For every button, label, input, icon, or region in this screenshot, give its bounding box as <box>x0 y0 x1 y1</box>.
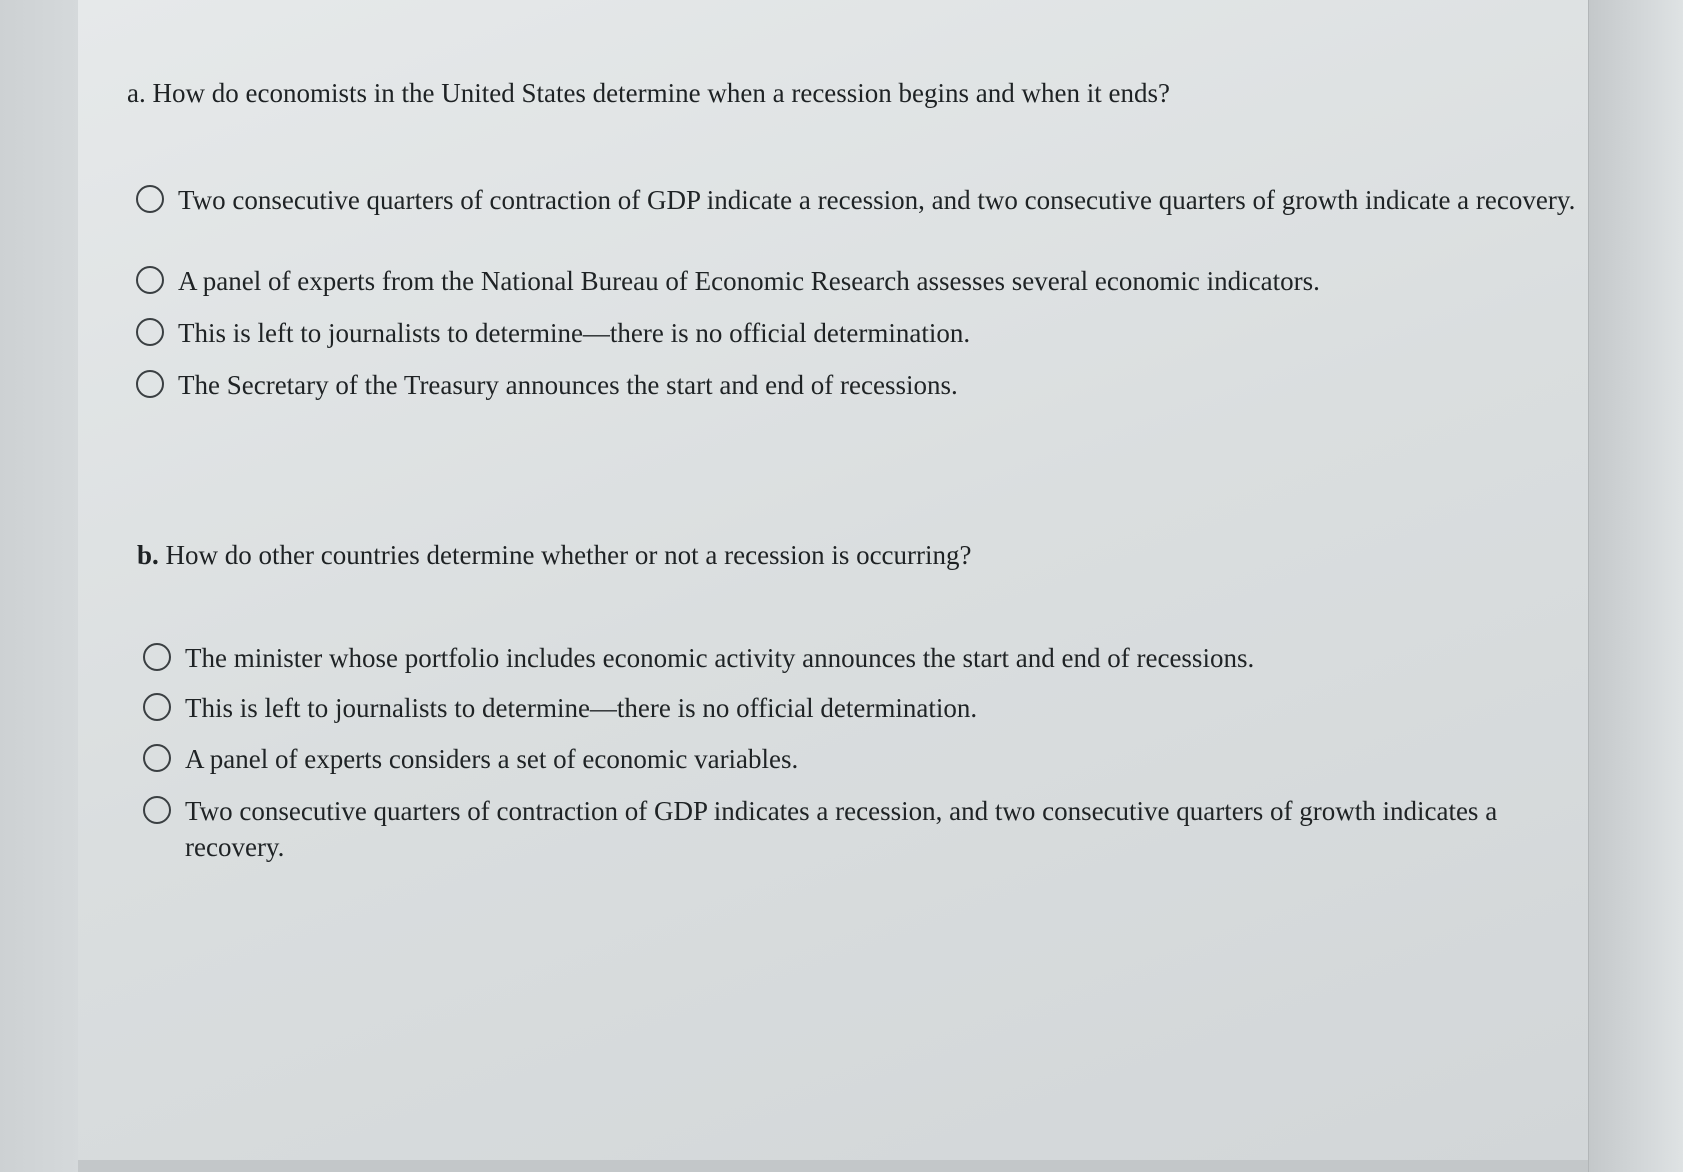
question-a-option-3[interactable] <box>136 315 1598 351</box>
radio-button[interactable] <box>136 318 164 346</box>
radio-button[interactable] <box>143 744 171 772</box>
radio-button[interactable] <box>143 796 171 824</box>
question-page <box>78 0 1588 1172</box>
question-b-option-4[interactable] <box>143 793 1600 865</box>
monitor-bezel-bottom <box>78 1160 1588 1172</box>
question-b-option-3[interactable] <box>143 741 1605 777</box>
question-b <box>137 540 972 571</box>
option-label: The Secretary of the Treasury announces the start and end of recessions. <box>178 370 958 400</box>
question-a-label: a. <box>127 78 146 108</box>
option-label: Two consecutive quarters of contraction of GDP indicate a recession, and two consecutive quarters of growth indicate a recovery. <box>178 185 1576 215</box>
question-b-option-1[interactable] <box>143 640 1605 676</box>
radio-button[interactable] <box>143 643 171 671</box>
question-a-option-1[interactable] <box>136 182 1608 218</box>
monitor-bezel-right <box>1588 0 1683 1172</box>
option-label: Two consecutive quarters of contraction of GDP indicates a recession, and two consecutive quarters of growth indicates a recovery. <box>185 796 1498 862</box>
left-margin <box>0 0 79 1172</box>
question-b-text: How do other countries determine whether or not a recession is occurring? <box>165 540 972 570</box>
question-b-option-2[interactable] <box>143 690 1605 726</box>
radio-button[interactable] <box>136 370 164 398</box>
question-a-option-4[interactable] <box>136 367 1598 403</box>
question-a-text: How do economists in the United States determine when a recession begins and when it ends? <box>152 78 1170 108</box>
option-label: A panel of experts considers a set of economic variables. <box>185 744 799 774</box>
question-a <box>127 78 1170 109</box>
option-label: The minister whose portfolio includes economic activity announces the start and end of recessions. <box>185 643 1255 673</box>
option-label: This is left to journalists to determine—there is no official determination. <box>185 693 978 723</box>
radio-button[interactable] <box>136 266 164 294</box>
question-b-label: b. <box>137 540 159 570</box>
radio-button[interactable] <box>136 185 164 213</box>
radio-button[interactable] <box>143 693 171 721</box>
option-label: A panel of experts from the National Bureau of Economic Research assesses several economic indicators. <box>178 266 1320 296</box>
option-label: This is left to journalists to determine—there is no official determination. <box>178 318 971 348</box>
question-a-option-2[interactable] <box>136 263 1598 299</box>
